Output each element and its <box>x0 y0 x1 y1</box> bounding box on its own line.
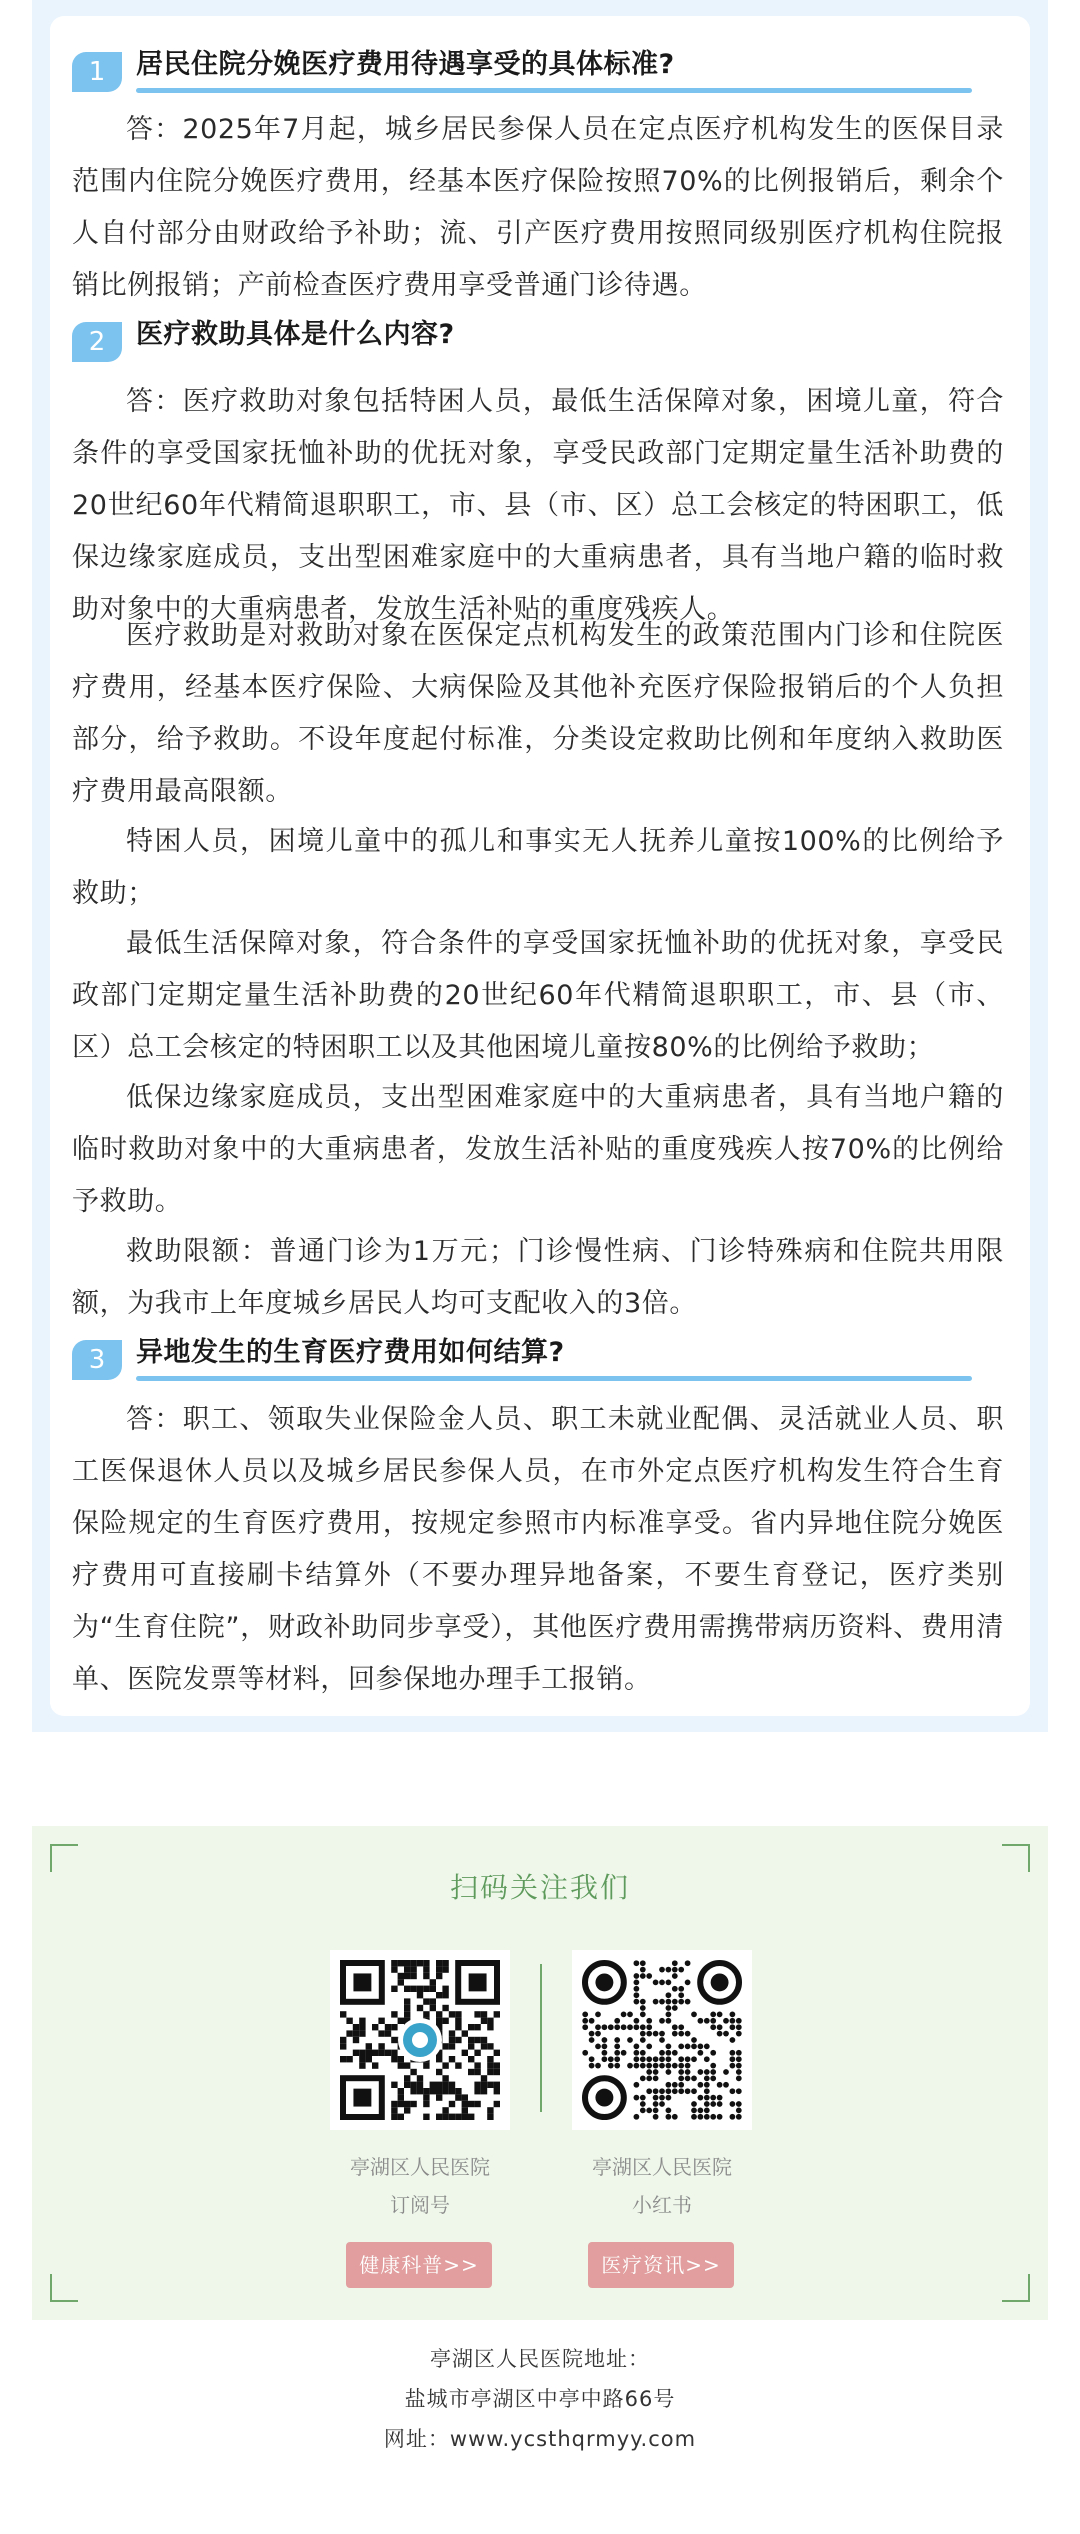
section-3-header <box>72 1326 992 1386</box>
faq-panel <box>32 0 1048 1732</box>
right-account-type: 小红书 <box>632 2193 692 2217</box>
address-label: 亭湖区人民医院地址： <box>430 2347 650 2371</box>
section-2-number: 2 <box>72 322 122 362</box>
section-2-paragraph-2: 医疗救助是对救助对象在医保定点机构发生的政策范围内门诊和住院医疗费用，经基本医疗保险、大病保险及其他补充医疗保险报销后的个人负担部分，给予救助。不设年度起付标准，分类设定救助比例和年度纳入救助医疗费用最高限额。 <box>72 620 1004 807</box>
section-2-title: 医疗救助具体是什么内容? <box>136 319 455 350</box>
subscription-qr-code[interactable] <box>330 1950 510 2130</box>
section-2-paragraph-3: 特困人员，困境儿童中的孤儿和事实无人抚养儿童按100%的比例给予救助； <box>72 826 1004 909</box>
corner-decoration <box>50 2274 78 2302</box>
qr-divider <box>540 1964 542 2112</box>
section-1-header <box>72 38 992 98</box>
section-2-header <box>72 308 992 368</box>
section-1-title: 居民住院分娩医疗费用待遇享受的具体标准? <box>136 49 675 80</box>
section-1-number: 1 <box>72 52 122 92</box>
qr-code-icon <box>330 1950 510 2130</box>
health-science-button[interactable]: 健康科普>> <box>346 2242 492 2288</box>
website-link[interactable]: 网址：www.ycsthqrmyy.com <box>383 2427 697 2451</box>
follow-us-title: 扫码关注我们 <box>449 1871 630 1904</box>
medical-news-button[interactable]: 医疗资讯>> <box>588 2242 734 2288</box>
left-account-name: 亭湖区人民医院 <box>350 2155 490 2179</box>
section-2-paragraph-6: 救助限额：普通门诊为1万元；门诊慢性病、门诊特殊病和住院共用限额，为我市上年度城乡居民人均可支配收入的3倍。 <box>72 1236 1004 1319</box>
section-2-paragraph-4: 最低生活保障对象，符合条件的享受国家抚恤补助的优抚对象，享受民政部门定期定量生活补助费的20世纪60年代精简退职职工，市、县（市、区）总工会核定的特困职工以及其他困境儿童按80%的比例给予救助； <box>72 928 1004 1063</box>
section-3-answer: 答：职工、领取失业保险金人员、职工未就业配偶、灵活就业人员、职工医保退休人员以及城乡居民参保人员，在市外定点医疗机构发生符合生育保险规定的生育医疗费用，按规定参照市内标准享受。省内异地住院分娩医疗费用可直接刷卡结算外（不要办理异地备案，不要生育登记，医疗类别为“生育住院”，财政补助同步享受），其他医疗费用需携带病历资料、费用清单、医院发票等材料，回参保地办理手工报销。 <box>72 1404 1004 1695</box>
section-2-paragraph-5: 低保边缘家庭成员，支出型困难家庭中的大重病患者，具有当地户籍的临时救助对象中的大重病患者，发放生活补贴的重度残疾人按70%的比例给予救助。 <box>72 1082 1004 1217</box>
address-text: 盐城市亭湖区中亭中路66号 <box>404 2387 676 2411</box>
section-3-number: 3 <box>72 1340 122 1380</box>
xiaohongshu-qr-code[interactable] <box>572 1950 752 2130</box>
section-1-answer: 答：2025年7月起，城乡居民参保人员在定点医疗机构发生的医保目录范围内住院分娩医疗费用，经基本医疗保险按照70%的比例报销后，剩余个人自付部分由财政给予补助；流、引产医疗费用按照同级别医疗机构住院报销比例报销；产前检查医疗费用享受普通门诊待遇。 <box>72 114 1004 301</box>
follow-us-panel <box>32 1826 1048 2320</box>
corner-decoration <box>1002 2274 1030 2302</box>
qr-code-icon <box>572 1950 752 2130</box>
left-account-type: 订阅号 <box>390 2193 450 2217</box>
faq-card <box>50 16 1030 1716</box>
right-account-name: 亭湖区人民医院 <box>592 2155 732 2179</box>
section-3-title: 异地发生的生育医疗费用如何结算? <box>136 1337 565 1368</box>
section-3-underline <box>136 1376 972 1381</box>
section-2-paragraph-1: 答：医疗救助对象包括特困人员，最低生活保障对象，困境儿童，符合条件的享受国家抚恤补助的优抚对象，享受民政部门定期定量生活补助费的20世纪60年代精简退职职工，市、县（市、区）总工会核定的特困职工，低保边缘家庭成员，支出型困难家庭中的大重病患者，具有当地户籍的临时救助对象中的大重病患者，发放生活补贴的重度残疾人。 <box>72 386 1004 625</box>
section-1-underline <box>136 88 972 93</box>
